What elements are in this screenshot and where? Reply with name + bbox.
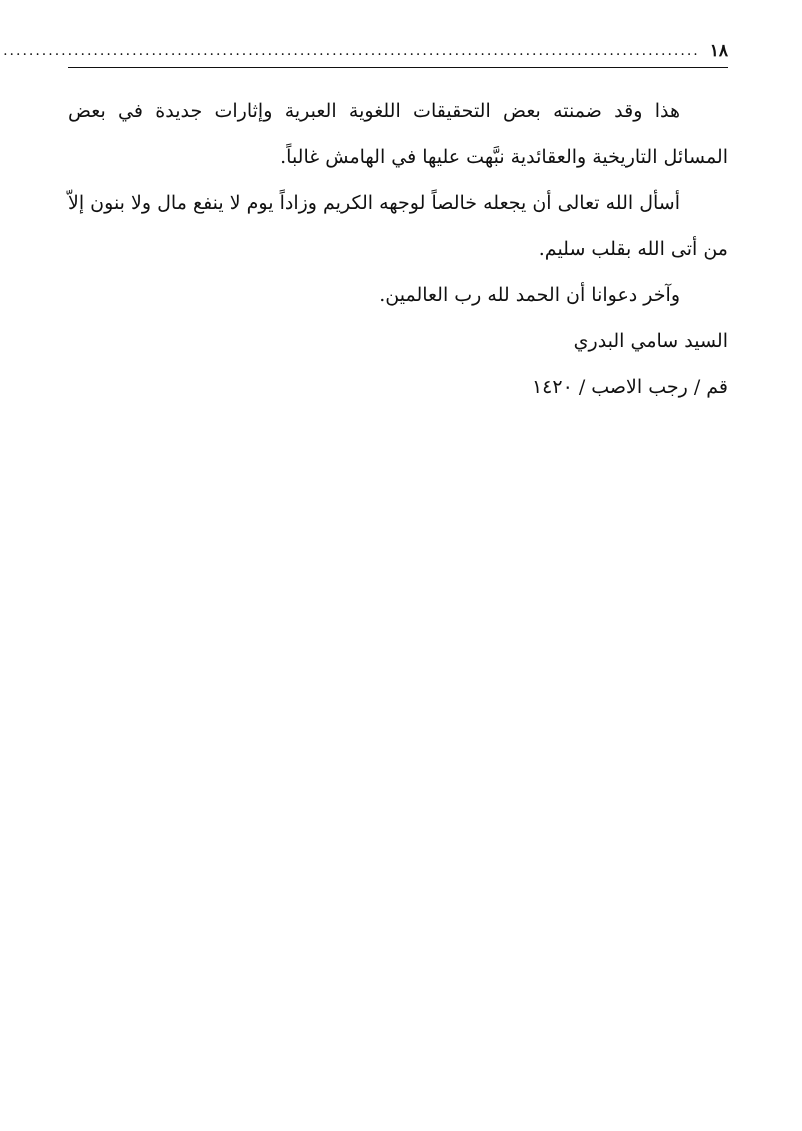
header-rule [68,67,728,68]
page-header [3,38,728,64]
header-leader-dots: ............................................................................................................ [3,43,700,59]
signature-place-date: قم / رجب الاصب / ١٤٢٠ [531,376,728,398]
signature-name: السيد سامي البدري [573,330,728,352]
page-number: ١٨ [709,41,728,61]
paragraph-1: هذا وقد ضمنته بعض التحقيقات اللغوية العبرية وإثارات جديدة في بعض المسائل التاريخية والعقائدية نبَّهت عليها في الهامش غالباً. [68,100,728,168]
body-text [68,88,728,318]
paragraph-2: أسأل الله تعالى أن يجعله خالصاً لوجهه الكريم وزاداً يوم لا ينفع مال ولا بنون إلاّ من أتى الله بقلب سليم. [68,192,728,260]
paragraph-3: وآخر دعوانا أن الحمد لله رب العالمين. [379,284,680,306]
